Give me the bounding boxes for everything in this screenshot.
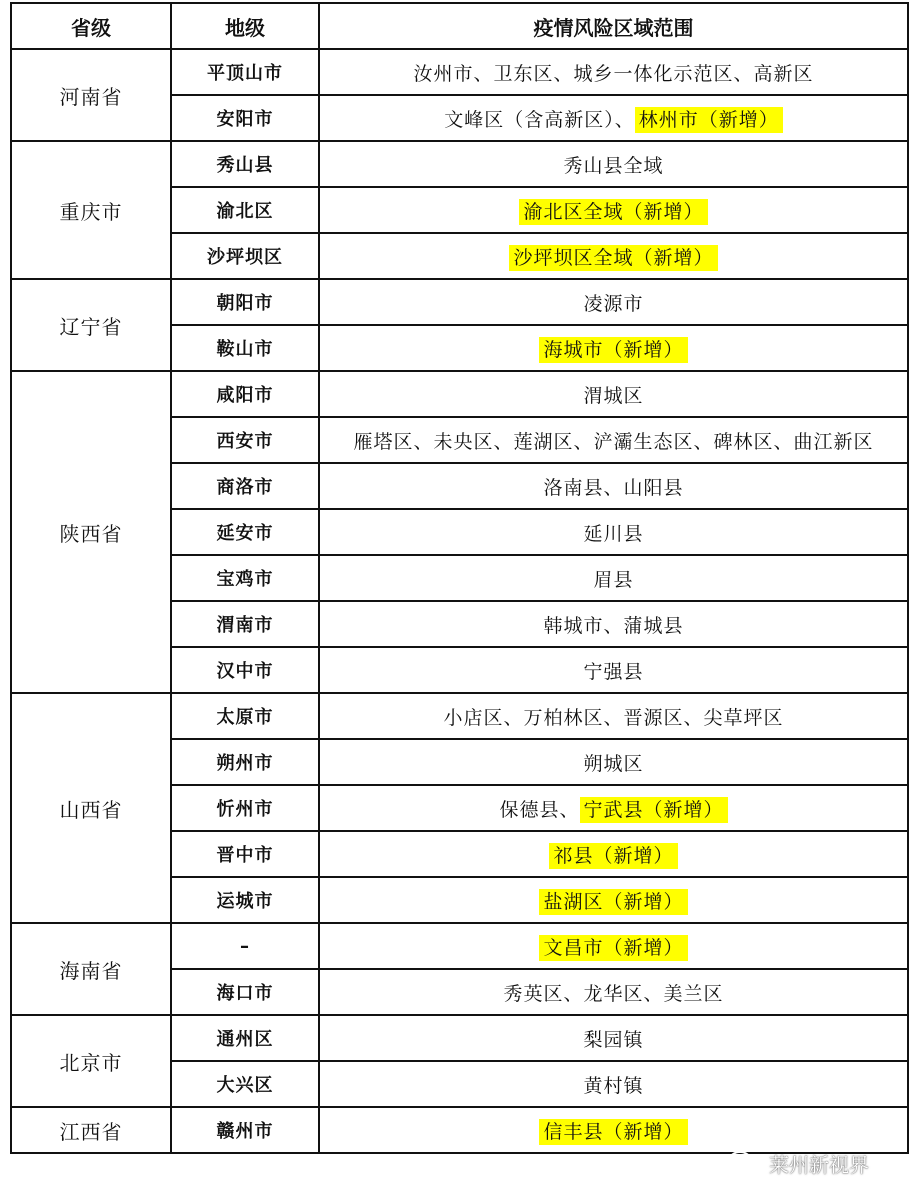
city-cell: 太原市 [171,693,319,739]
area-text: 韩城市、蒲城县 [543,614,684,637]
province-cell: 河南省 [11,49,171,141]
highlighted-area-text: 文昌市（新增） [539,935,687,961]
table-row [11,1107,908,1153]
area-text: 雁塔区、未央区、莲湖区、浐灞生态区、碑林区、曲江新区 [353,430,874,453]
table-row [11,371,908,417]
city-cell: 通州区 [171,1015,319,1061]
area-cell [319,371,908,417]
city-cell: 平顶山市 [171,49,319,95]
area-text: 梨园镇 [583,1028,644,1051]
province-cell: 陕西省 [11,371,171,693]
city-cell: 赣州市 [171,1107,319,1153]
watermark-text: 莱州新视界 [769,1152,869,1177]
table-body [11,49,908,1153]
area-cell [319,1107,908,1153]
area-text: 小店区、万柏林区、晋源区、尖草坪区 [443,706,784,729]
area-cell [319,969,908,1015]
area-text: 秀英区、龙华区、美兰区 [503,982,724,1005]
highlighted-area-text: 信丰县（新增） [539,1119,687,1145]
header-city: 地级 [171,3,319,49]
city-cell: 忻州市 [171,785,319,831]
city-cell: 西安市 [171,417,319,463]
province-cell: 辽宁省 [11,279,171,371]
city-cell: 汉中市 [171,647,319,693]
area-cell [319,923,908,969]
highlighted-area-text: 海城市（新增） [539,337,687,363]
province-cell: 北京市 [11,1015,171,1107]
city-cell: 商洛市 [171,463,319,509]
area-text: 保德县、 [499,798,580,821]
city-cell: 渝北区 [171,187,319,233]
area-cell [319,1061,908,1107]
city-cell: 渭南市 [171,601,319,647]
area-text: 秀山县全域 [563,154,664,177]
area-text: 黄村镇 [583,1074,644,1097]
city-cell: 延安市 [171,509,319,555]
highlighted-area-text: 盐湖区（新增） [539,889,687,915]
highlighted-area-text: 宁武县（新增） [580,797,728,823]
area-cell [319,647,908,693]
area-text: 文峰区（含高新区）、 [444,108,635,131]
table-row [11,1015,908,1061]
header-area: 疫情风险区域范围 [319,3,908,49]
city-cell: 运城市 [171,877,319,923]
table-row [11,693,908,739]
area-cell [319,831,908,877]
highlighted-area-text: 林州市（新增） [635,107,783,133]
table-row [11,279,908,325]
city-cell: 安阳市 [171,95,319,141]
area-text: 洛南县、山阳县 [543,476,684,499]
city-cell: – [171,923,319,969]
province-cell: 江西省 [11,1107,171,1153]
area-text: 汝州市、卫东区、城乡一体化示范区、高新区 [413,62,814,85]
area-cell [319,1015,908,1061]
city-cell: 沙坪坝区 [171,233,319,279]
highlighted-area-text: 沙坪坝区全域（新增） [509,245,717,271]
watermark [727,1148,869,1178]
area-cell [319,49,908,95]
area-cell [319,417,908,463]
table-row [11,49,908,95]
area-cell [319,95,908,141]
risk-area-table [10,2,909,1154]
area-cell [319,693,908,739]
area-cell [319,141,908,187]
city-cell: 晋中市 [171,831,319,877]
city-cell: 朔州市 [171,739,319,785]
area-text: 延川县 [583,522,644,545]
wechat-icon [727,1150,763,1176]
table-row [11,923,908,969]
area-cell [319,555,908,601]
highlighted-area-text: 渝北区全域（新增） [519,199,707,225]
city-cell: 宝鸡市 [171,555,319,601]
header-province: 省级 [11,3,171,49]
province-cell: 重庆市 [11,141,171,279]
area-cell [319,509,908,555]
city-cell: 海口市 [171,969,319,1015]
city-cell: 大兴区 [171,1061,319,1107]
area-text: 凌源市 [583,292,644,315]
table-row [11,141,908,187]
province-cell: 海南省 [11,923,171,1015]
city-cell: 咸阳市 [171,371,319,417]
area-cell [319,601,908,647]
area-text: 宁强县 [583,660,644,683]
area-cell [319,463,908,509]
highlighted-area-text: 祁县（新增） [549,843,677,869]
area-cell [319,325,908,371]
area-cell [319,279,908,325]
area-cell [319,739,908,785]
area-cell [319,233,908,279]
area-cell [319,877,908,923]
city-cell: 朝阳市 [171,279,319,325]
area-cell [319,785,908,831]
area-text: 渭城区 [583,384,644,407]
area-text: 眉县 [593,568,634,591]
area-text: 朔城区 [583,752,644,775]
area-cell [319,187,908,233]
header-row [11,3,908,49]
city-cell: 鞍山市 [171,325,319,371]
province-cell: 山西省 [11,693,171,923]
city-cell: 秀山县 [171,141,319,187]
